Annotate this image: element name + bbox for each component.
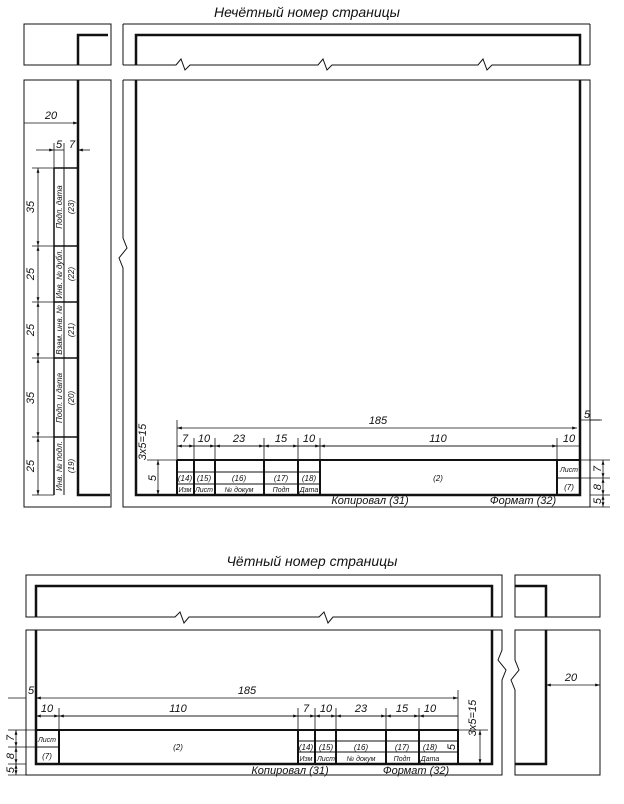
dim-185-odd: 185 xyxy=(368,415,388,427)
even-top-strip xyxy=(26,575,502,623)
odd-page-title: Нечётный номер страницы xyxy=(214,4,400,20)
sidebar-label-22: Инв. № дубл. xyxy=(55,249,64,299)
odd-num-15: (15) xyxy=(196,474,212,483)
odd-main-sheet xyxy=(119,80,590,507)
odd-num-17: (17) xyxy=(273,474,289,483)
odd-num-2: (2) xyxy=(433,474,443,483)
dim-25-c: 25 xyxy=(25,459,37,473)
odd-num-16: (16) xyxy=(231,474,247,483)
dim-25-a: 25 xyxy=(25,267,37,281)
even-cell-podp: Подп xyxy=(393,756,411,763)
sidebar-num-21: (21) xyxy=(67,322,76,338)
even-page-title: Чётный номер страницы xyxy=(226,553,398,569)
dim-20-right-even: 20 xyxy=(564,672,578,684)
dim-8-left-even: 8 xyxy=(5,752,17,760)
sidebar-labels xyxy=(55,185,76,491)
sidebar-label-21: Взам. инв. № xyxy=(55,305,64,355)
odd-cell-izm: Изм xyxy=(178,487,192,494)
dim-7-even: 7 xyxy=(302,703,310,715)
dim-10b-odd: 10 xyxy=(302,433,316,445)
odd-cell-list-top: Лист xyxy=(559,467,579,474)
even-cell-data: Дата xyxy=(420,756,440,763)
even-cell-list-top: Лист xyxy=(37,737,57,744)
even-footer-copied: Копировал (31) xyxy=(251,765,329,777)
odd-cell-doc: № докум xyxy=(224,487,254,494)
dim-10a-odd: 10 xyxy=(197,433,211,445)
odd-footer-format: Формат (32) xyxy=(489,495,557,507)
dim-15-odd: 15 xyxy=(274,433,288,445)
sidebar-num-19: (19) xyxy=(67,458,76,474)
dim-35-a: 35 xyxy=(25,200,37,214)
sidebar-label-19: Инв. № подл. xyxy=(55,441,64,491)
dim-35-b: 35 xyxy=(25,391,37,405)
even-num-18: (18) xyxy=(422,743,438,752)
dim-5-stamp-odd: 5 xyxy=(147,474,159,482)
dim-23-odd: 23 xyxy=(232,433,246,445)
even-right-top-block xyxy=(515,575,600,617)
sidebar-num-22: (22) xyxy=(67,266,76,282)
dim-5-top-left-even: 5 xyxy=(27,685,35,697)
dim-3x5-odd: 3x5=15 xyxy=(137,423,149,461)
dim-8-right-odd: 8 xyxy=(592,483,604,491)
odd-cell-list: Лист xyxy=(194,487,214,494)
odd-num-18: (18) xyxy=(301,474,317,483)
even-cell-list: Лист xyxy=(316,756,336,763)
dim-5-top-right-odd: 5 xyxy=(583,409,591,421)
dim-20-left-odd: 20 xyxy=(44,110,58,122)
even-left-column xyxy=(511,630,600,775)
dim-7-left-even: 7 xyxy=(5,734,17,742)
odd-num-14: (14) xyxy=(177,474,193,483)
dim-10c-odd: 10 xyxy=(562,433,576,445)
even-cell-izm: Изм xyxy=(299,756,313,763)
dim-110-odd: 110 xyxy=(429,433,447,445)
dim-5-left-even: 5 xyxy=(5,766,17,774)
even-stamp-texts xyxy=(37,737,449,777)
odd-top-strip xyxy=(123,24,590,70)
even-num-2: (2) xyxy=(173,743,183,752)
dim-10b-even: 10 xyxy=(319,703,333,715)
odd-left-top-block xyxy=(24,24,111,65)
sidebar-num-23: (23) xyxy=(67,199,76,215)
dim-25-b: 25 xyxy=(25,323,37,337)
dim-10c-even: 10 xyxy=(423,703,437,715)
sidebar-label-20: Подп. и дата xyxy=(55,372,64,424)
dim-110-even: 110 xyxy=(169,703,187,715)
even-num-7: (7) xyxy=(42,752,52,761)
dim-23-even: 23 xyxy=(354,703,368,715)
dim-185-even: 185 xyxy=(237,685,257,697)
odd-cell-podp: Подп xyxy=(272,487,290,494)
dim-7-right-odd: 7 xyxy=(592,465,604,473)
even-num-14: (14) xyxy=(298,743,314,752)
odd-stamp-texts xyxy=(178,467,578,507)
odd-left-column xyxy=(24,80,111,507)
even-num-15: (15) xyxy=(318,743,334,752)
odd-cell-data: Дата xyxy=(299,487,319,494)
odd-footer-copied: Копировал (31) xyxy=(331,495,409,507)
dim-7-odd: 7 xyxy=(181,433,189,445)
even-num-17: (17) xyxy=(394,743,410,752)
dim-5-stamp-even: 5 xyxy=(446,743,458,751)
dim-10a-even: 10 xyxy=(40,703,54,715)
even-cell-doc: № докум xyxy=(346,756,376,763)
dim-3x5-even: 3x5=15 xyxy=(467,699,479,737)
dim-5-sidebar: 5 xyxy=(55,139,63,151)
even-num-16: (16) xyxy=(353,743,369,752)
dim-5-right-odd: 5 xyxy=(592,497,604,505)
dim-7-sidebar: 7 xyxy=(68,139,76,151)
sidebar-label-23: Подп. дата xyxy=(55,185,64,229)
sidebar-vertical-dims xyxy=(25,200,37,473)
even-footer-format: Формат (32) xyxy=(382,765,450,777)
odd-num-7: (7) xyxy=(564,483,574,492)
dim-15-even: 15 xyxy=(395,703,409,715)
sidebar-num-20: (20) xyxy=(67,390,76,406)
